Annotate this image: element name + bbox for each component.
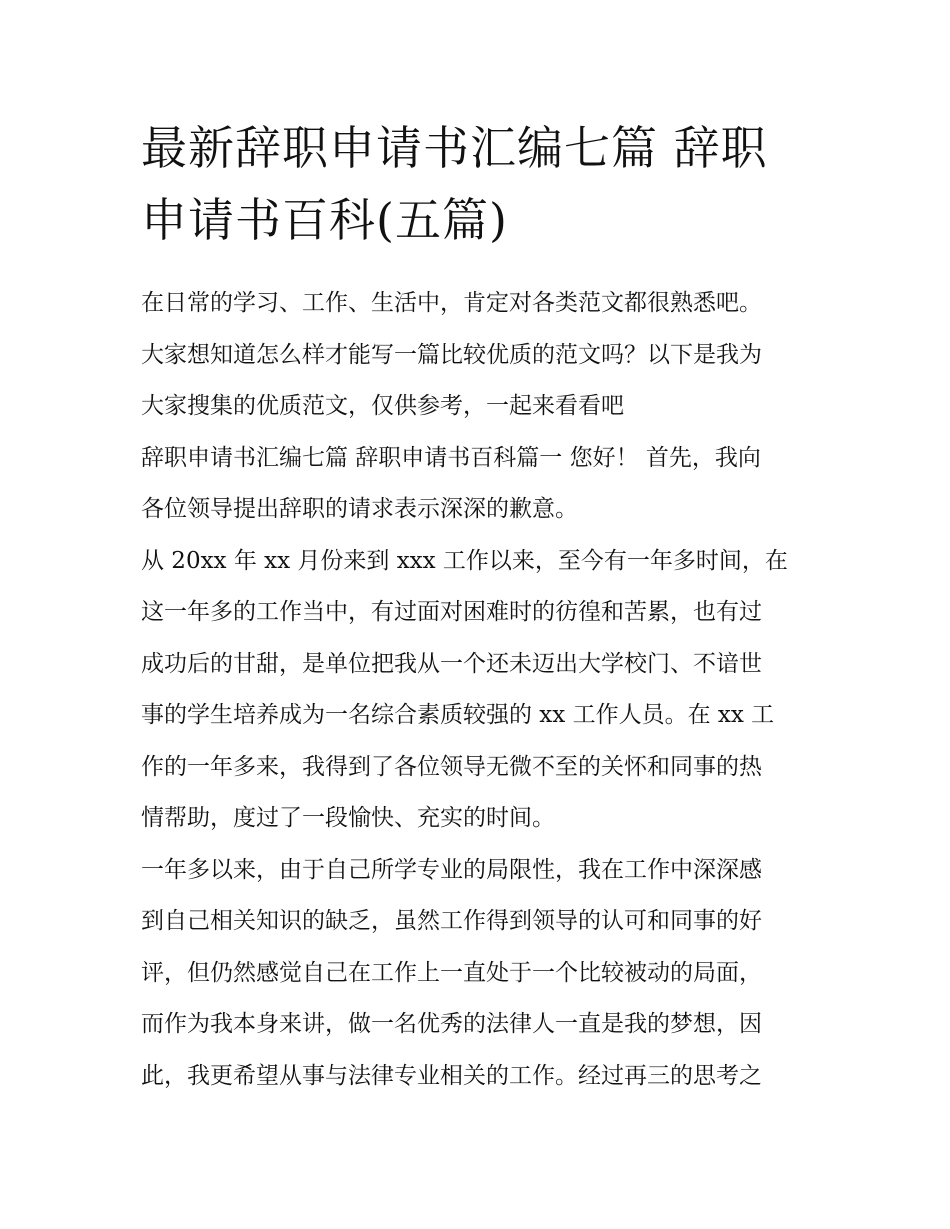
body-line: 到自己相关知识的缺乏，虽然工作得到领导的认可和同事的好 bbox=[141, 908, 762, 934]
body-line: 而作为我本身来讲，做一名优秀的法律人一直是我的梦想，因 bbox=[141, 1011, 762, 1037]
body-line: 各位领导提出辞职的请求表示深深的歉意。 bbox=[141, 496, 578, 522]
body-line: 这一年多的工作当中，有过面对困难时的彷徨和苦累，也有过 bbox=[141, 599, 762, 625]
body-line: 一年多以来，由于自己所学专业的局限性，我在工作中深深感 bbox=[141, 856, 762, 883]
document-body bbox=[141, 278, 813, 1102]
document-title bbox=[141, 112, 813, 256]
body-line: 此，我更希望从事与法律专业相关的工作。经过再三的思考之 bbox=[141, 1062, 762, 1089]
body-line: 大家想知道怎么样才能写一篇比较优质的范文吗？以下是我为 bbox=[141, 341, 762, 368]
body-line: 辞职申请书汇编七篇 辞职申请书百科篇一 您好！ 首先，我向 bbox=[141, 444, 761, 471]
body-line: 事的学生培养成为一名综合素质较强的 xx 工作人员。在 xx 工 bbox=[141, 702, 775, 728]
body-line: 成功后的甘甜，是单位把我从一个还未迈出大学校门、不谙世 bbox=[141, 650, 762, 677]
document-content bbox=[141, 112, 813, 1102]
body-line: 在日常的学习、工作、生活中，肯定对各类范文都很熟悉吧。 bbox=[141, 290, 762, 316]
body-line: 情帮助，度过了一段愉快、充实的时间。 bbox=[141, 805, 555, 831]
body-line: 从 20xx 年 xx 月份来到 xxx 工作以来，至今有一年多时间，在 bbox=[141, 547, 788, 574]
title-line: 最新辞职申请书汇编七篇 辞职 bbox=[141, 121, 768, 175]
body-line: 评，但仍然感觉自己在工作上一直处于一个比较被动的局面， bbox=[141, 959, 762, 986]
title-line: 申请书百科(五篇) bbox=[141, 193, 508, 247]
body-line: 作的一年多来，我得到了各位领导无微不至的关怀和同事的热 bbox=[141, 753, 762, 780]
body-line: 大家搜集的优质范文，仅供参考，一起来看看吧 bbox=[141, 393, 624, 419]
